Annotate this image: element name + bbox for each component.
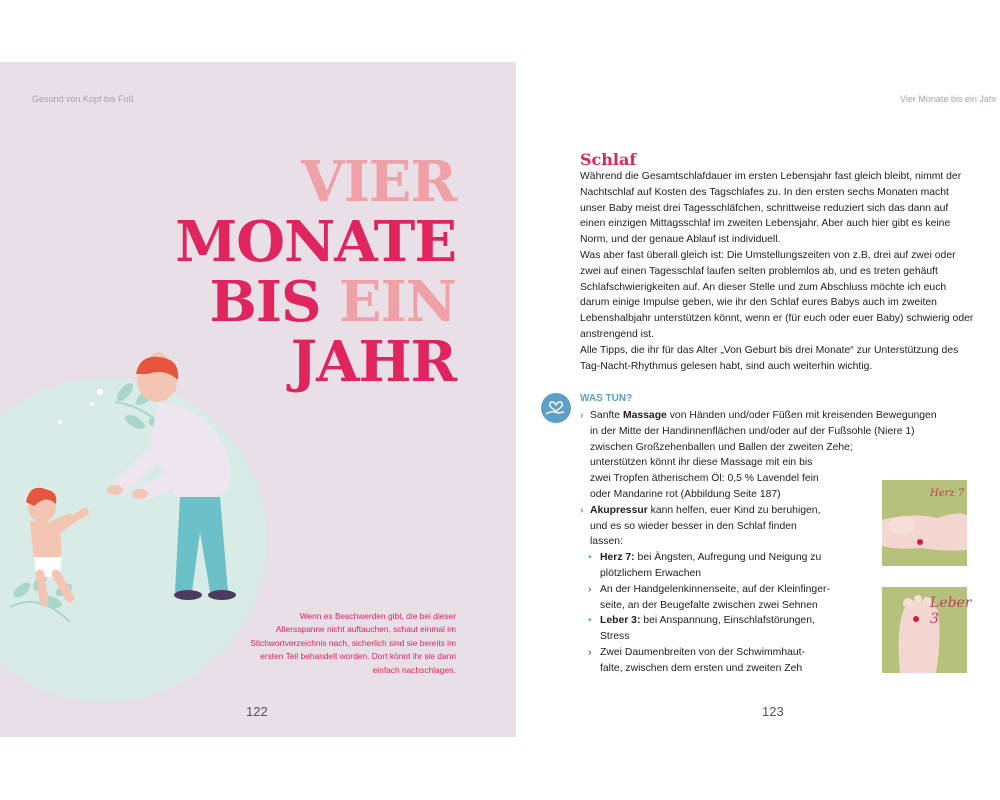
title-word-bis: BIS <box>209 269 321 335</box>
chapter-title <box>175 149 456 395</box>
body-text <box>580 169 974 374</box>
title-word-jahr: JAHR <box>290 329 456 395</box>
photo-label-herz: Herz 7 <box>930 488 965 499</box>
foot-photo <box>882 587 972 673</box>
photo-label-leber: Leber 3 <box>930 595 972 627</box>
title-word-monate: MONATE <box>175 209 456 275</box>
list-item: • Herz 7: bei Ängsten, Aufregung und Neigung zu plötzlichem Erwachen <box>588 552 822 579</box>
left-page <box>0 62 516 737</box>
list-item: • Leber 3: bei Anspannung, Einschlafstörungen, Stress <box>588 615 815 643</box>
paragraph: Was aber fast überall gleich ist: Die Umstellungszeiten von z.B. drei auf zwei oder zwei auf einen Tagesschlaf laufen selten problemlos ab, und es treten gehäuft Schlafschwierigkeiten auf. An dieser Stelle und zum Abschluss möchte ich euch darum einige Impulse geben, wie ihr den Schlaf eures Babys auch im zweiten Lebenshalbjahr unterstützen könnt, wenn er (für euch oder euer Baby) schwierig oder anstrengend ist. <box>580 249 974 340</box>
page-number-right: 123 <box>762 704 784 719</box>
list-item: › Sanfte Massage von Händen und/oder Füßen mit kreisenden Bewegungen in der Mitte der Handinnenflächen und/oder auf der Fußsohle (Niere 1) zwischen Großzehenballen und Ballen der zweiten Zehe; unterstützen könnt ihr diese Massage mit ein bis zwei Tropfen ätherischem Öl: 0,5 % Lavendel fein oder Mandarine rot (Abbildung Seite 187) <box>580 410 937 500</box>
running-head-right: Vier Monate bis ein Jahr <box>900 94 997 104</box>
was-tun-heading: WAS TUN? <box>580 393 633 404</box>
list-item: › Zwei Daumenbreiten von der Schwimmhaut- falte, zwischen dem ersten und zweiten Zeh <box>588 646 806 674</box>
title-word-vier: VIER <box>301 149 456 215</box>
hand-photo <box>882 480 967 566</box>
title-word-ein: EIN <box>338 269 456 335</box>
running-head-left: Gesund von Kopf bis Fuß <box>32 94 135 104</box>
margin-note: Wenn es Beschwerden gibt, die bei dieser Altersspanne nicht auftauchen, schaut einmal im Stichwortverzeichnis nach, sicherlich sind sie bereits im ersten Teil behandelt worden. Dort könnt ihr sie dann einfach nachschlagen. <box>250 611 456 675</box>
list-item: › An der Handgelenkinnenseite, auf der Kleinfinger- seite, an der Beugefalte zwischen zwei Sehnen <box>588 583 830 611</box>
hand-heart-icon <box>540 392 572 424</box>
right-page <box>516 62 1000 737</box>
paragraph: Während die Gesamtschlafdauer im ersten Lebensjahr fast gleich bleibt, nimmt der Nachtschlaf auf Kosten des Tagschlafes zu. In den ersten sechs Monaten macht unser Baby meist drei Tagesschläfchen, schrittweise reduziert sich das dann auf einen einzigen Mittagsschlaf im zweiten Lebensjahr. Aber auch hier gibt es keine Norm, und der genaue Ablauf ist individuell. <box>580 171 962 246</box>
paragraph: Alle Tipps, die ihr für das Alter „Von Geburt bis drei Monate“ zur Unterstützung des Tag-Nacht-Rhythmus gelesen habt, sind auch weiterhin wichtig. <box>580 344 959 372</box>
list-item: › Akupressur kann helfen, euer Kind zu beruhigen, und es so wieder besser in den Schlaf finden lassen: <box>580 504 821 548</box>
page-number-left: 122 <box>246 704 268 719</box>
section-title: Schlaf <box>580 150 637 169</box>
